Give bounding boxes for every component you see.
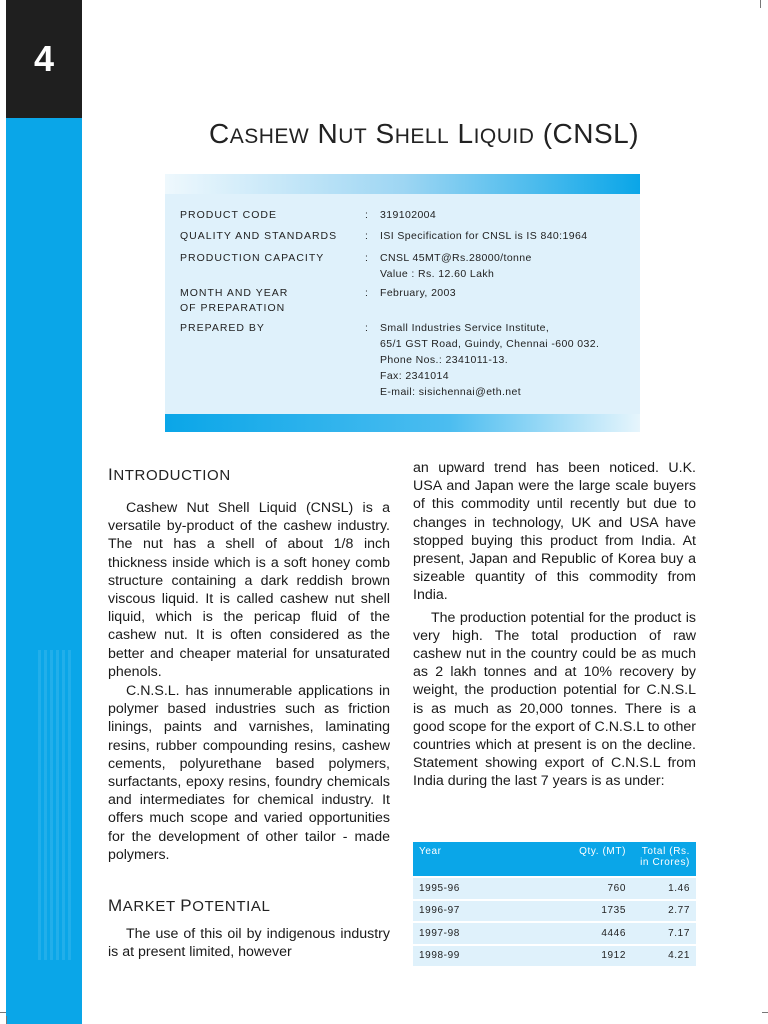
crop-mark bbox=[762, 1012, 768, 1013]
table-row: 1998-99 1912 4.21 bbox=[413, 945, 696, 967]
introduction-paragraph: C.N.S.L. has innumerable applications in polymer based industries such as friction linings, paints and varnishes, laminating resins, rubber compounding resins, cashew cements, polyurethane based polymers, surfactants, epoxy resins, foundry chemicals and intermediates for chemical industry. It offers much scope and varied opportunities for the development of other tailor - made polymers. bbox=[108, 683, 390, 863]
table-row: 1995-96 760 1.46 bbox=[413, 877, 696, 900]
panel-bottom-band bbox=[165, 414, 640, 432]
side-watermark bbox=[38, 650, 74, 960]
page-title: CASHEW NUT SHELL LIQUID (CNSL) bbox=[208, 118, 640, 149]
chapter-number: 4 bbox=[6, 0, 82, 118]
right-column-body bbox=[413, 459, 696, 791]
header-qty: Qty. (MT) bbox=[579, 846, 626, 857]
introduction-paragraph: Cashew Nut Shell Liquid (CNSL) is a versatile by-product of the cashew industry. The nut has a shell of about 1/8 inch thickness inside which is a soft honey comb structure containing a dark reddish brown viscous liquid. It is called cashew nut shell liquid, which is the pericap fluid of the cashew nut. It is often considered as the better and cheaper material for unsaturated phenols. bbox=[108, 500, 390, 680]
market-body bbox=[108, 925, 390, 961]
market-potential-heading: MARKET POTENTIAL bbox=[108, 896, 271, 915]
header-year: Year bbox=[419, 846, 442, 857]
export-table-header bbox=[413, 842, 696, 877]
table-row: 1997-98 4446 7.17 bbox=[413, 922, 696, 945]
crop-mark bbox=[760, 0, 761, 8]
introduction-body bbox=[108, 499, 390, 864]
production-potential-paragraph: The production potential for the product is very high. The total production of raw cashew nut in the country could be as much as 2 lakh tonnes and at 10% recovery by weight, the production potential for C.N.S.L is as much as 20,000 tonnes. There is a good scope for the export of C.N.S.L to other countries which at present is on the decline. Statement showing export of C.N.S.L from India during the last 7 years is as under: bbox=[413, 609, 696, 790]
header-total: Total (Rs. in Crores) bbox=[640, 846, 690, 868]
crop-mark bbox=[6, 1016, 7, 1024]
table-row: 1996-97 1735 2.77 bbox=[413, 900, 696, 923]
introduction-heading: INTRODUCTION bbox=[108, 465, 231, 484]
market-paragraph-continued: an upward trend has been noticed. U.K. USA and Japan were the large scale buyers of this commodity until recently but due to changes in technology, UK and USA have stopped buying this product from India. At present, Japan and Republic of Korea buy a sizeable quantity of this commodity from India. bbox=[413, 460, 696, 604]
market-paragraph: The use of this oil by indigenous industry is at present limited, however bbox=[108, 926, 390, 961]
title-suffix: (CNSL) bbox=[542, 118, 640, 149]
panel-top-band bbox=[165, 174, 640, 194]
crop-mark bbox=[0, 1012, 6, 1013]
export-table bbox=[413, 842, 696, 966]
